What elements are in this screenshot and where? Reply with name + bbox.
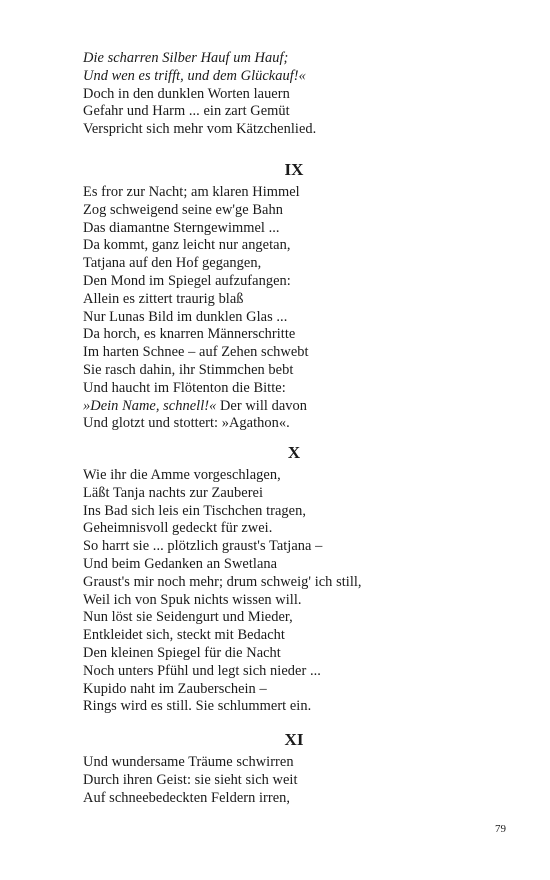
verse-text: Durch ihren Geist: sie sieht sich weit	[83, 771, 298, 788]
stanza-10-heading: X	[287, 443, 301, 462]
verse-line	[83, 50, 503, 68]
stanza-9-heading: IX	[284, 160, 304, 179]
verse-text: Der will davon	[216, 397, 308, 414]
verse-line	[83, 202, 503, 220]
verse-line	[83, 344, 503, 362]
stanza-10	[83, 467, 503, 716]
verse-text: Das diamantne Sterngewimmel ...	[83, 219, 280, 236]
verse-line	[83, 538, 503, 556]
verse-line	[83, 415, 503, 433]
verse-line	[83, 681, 503, 699]
verse-text: Rings wird es still. Sie schlummert ein.	[83, 698, 312, 715]
verse-line	[83, 698, 503, 716]
verse-line	[83, 380, 503, 398]
verse-text: Es fror zur Nacht; am klaren Himmel	[83, 184, 300, 200]
verse-line	[83, 291, 503, 309]
verse-line	[83, 68, 503, 86]
page-number: 79	[495, 823, 506, 835]
verse-line	[83, 398, 503, 416]
verse-text: Verspricht sich mehr vom Kätzchenlied.	[83, 121, 317, 138]
verse-text: Und glotzt und stottert: »Agathon«.	[83, 415, 290, 432]
verse-line	[83, 309, 503, 327]
verse-text: Wie ihr die Amme vorgeschlagen,	[83, 467, 281, 483]
verse-line	[83, 237, 503, 255]
verse-text: Und wen es trifft, und dem Glückauf!«	[83, 67, 306, 84]
verse-text: So harrt sie ... plötzlich graust's Tatjana –	[83, 538, 323, 555]
verse-text: Auf schneebedeckten Feldern irren,	[83, 789, 291, 806]
verse-text: Gefahr und Harm ... ein zart Gemüt	[83, 103, 290, 120]
verse-text: Und wundersame Träume schwirren	[83, 754, 294, 770]
verse-line	[83, 326, 503, 344]
verse-line	[83, 592, 503, 610]
verse-text: Kupido naht im Zauberschein –	[83, 680, 267, 697]
verse-line	[83, 627, 503, 645]
verse-text: Allein es zittert traurig blaß	[83, 290, 244, 307]
verse-text: Entkleidet sich, steckt mit Bedacht	[83, 627, 285, 644]
verse-text: Die scharren Silber Hauf um Hauf;	[83, 50, 289, 66]
verse-text: »Dein Name, schnell!«	[83, 397, 217, 414]
stanza-9	[83, 184, 503, 433]
verse-line	[83, 184, 503, 202]
verse-text: Graust's mir noch mehr; drum schweig' ich still,	[83, 573, 362, 590]
verse-text: Ins Bad sich leis ein Tischchen tragen,	[83, 502, 306, 519]
verse-text: Da kommt, ganz leicht nur angetan,	[83, 237, 291, 254]
verse-line	[83, 772, 503, 790]
verse-line	[83, 467, 503, 485]
verse-line	[83, 86, 503, 104]
verse-line	[83, 220, 503, 238]
verse-text: Da horch, es knarren Männerschritte	[83, 326, 296, 343]
verse-line	[83, 663, 503, 681]
verse-text: Und haucht im Flötenton die Bitte:	[83, 379, 286, 396]
verse-text: Den kleinen Spiegel für die Nacht	[83, 644, 281, 661]
stanza-11-heading: XI	[284, 730, 304, 749]
verse-line	[83, 790, 503, 808]
verse-line	[83, 273, 503, 291]
verse-text: Läßt Tanja nachts zur Zauberei	[83, 484, 264, 501]
verse-text: Zog schweigend seine ew'ge Bahn	[83, 201, 283, 218]
verse-text: Sie rasch dahin, ihr Stimmchen bebt	[83, 361, 294, 378]
verse-text: Im harten Schnee – auf Zehen schwebt	[83, 344, 309, 361]
verse-text: Geheimnisvoll gedeckt für zwei.	[83, 520, 273, 537]
verse-line	[83, 520, 503, 538]
verse-text: Noch unters Pfühl und legt sich nieder ...	[83, 662, 321, 679]
verse-text: Und beim Gedanken an Swetlana	[83, 555, 278, 572]
stanza-8-ending	[83, 50, 503, 139]
verse-line	[83, 103, 503, 121]
verse-text: Doch in den dunklen Worten lauern	[83, 85, 290, 102]
verse-line	[83, 556, 503, 574]
verse-text: Weil ich von Spuk nichts wissen will.	[83, 591, 302, 608]
verse-line	[83, 645, 503, 663]
verse-text: Nun löst sie Seidengurt und Mieder,	[83, 609, 293, 626]
verse-line	[83, 754, 503, 772]
stanza-11	[83, 754, 503, 807]
verse-line	[83, 574, 503, 592]
verse-text: Den Mond im Spiegel aufzufangen:	[83, 272, 291, 289]
verse-text: Tatjana auf den Hof gegangen,	[83, 255, 262, 272]
verse-text: Nur Lunas Bild im dunklen Glas ...	[83, 308, 288, 325]
verse-line	[83, 609, 503, 627]
verse-line	[83, 503, 503, 521]
verse-line	[83, 485, 503, 503]
verse-line	[83, 255, 503, 273]
verse-line	[83, 362, 503, 380]
verse-line	[83, 121, 503, 139]
